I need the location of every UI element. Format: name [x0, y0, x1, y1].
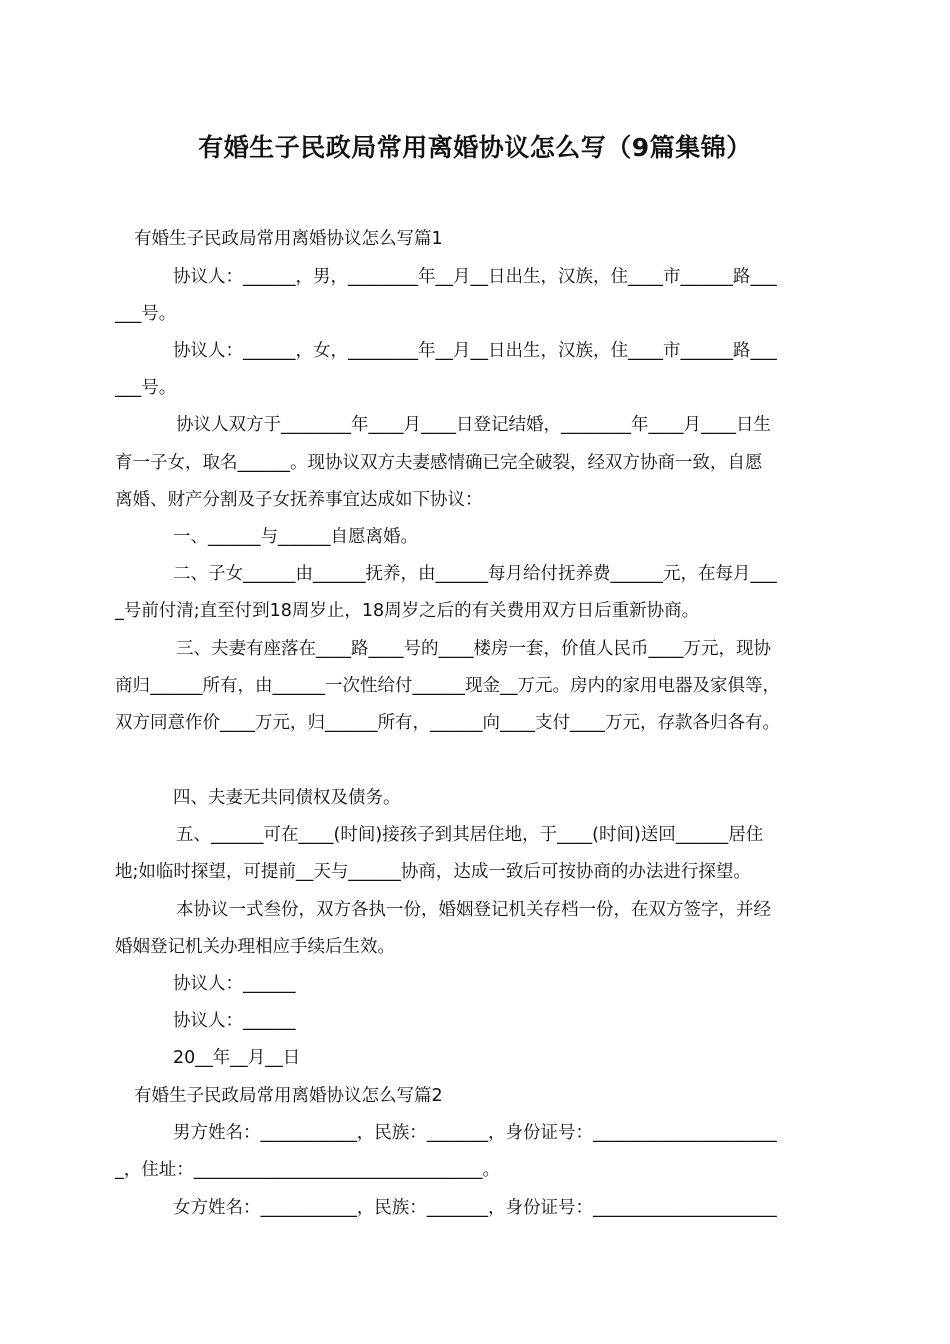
clause-3-line2: 商归______所有，由______一次性给付______现金__万元。房内的家用电器及家俱等，	[115, 676, 780, 696]
closing-line2: 婚姻登记机关办理相应手续后生效。	[115, 937, 395, 957]
female-info-line1: 女方姓名：___________，民族：_______，身份证号：_____________________	[173, 1198, 777, 1218]
male-info-line1: 男方姓名：___________，民族：_______，身份证号：_____________________	[173, 1123, 777, 1143]
section-heading-2: 有婚生子民政局常用离婚协议怎么写篇2	[134, 1086, 443, 1106]
paragraph-party-b-line2: ___号。	[115, 378, 177, 398]
section-heading-1: 有婚生子民政局常用离婚协议怎么写篇1	[134, 229, 443, 249]
clause-3-line3: 双方同意作价____万元，归______所有，______向____支付____万元，存款各归各有。	[115, 713, 780, 733]
date-line: 20__年__月__日	[173, 1048, 301, 1068]
male-info-line2: _，住址：_________________________________。	[115, 1160, 500, 1180]
clause-2-line1: 二、子女______由______抚养，由______每月给付抚养费______元，在每月___	[173, 564, 777, 584]
paragraph-marriage-line2: 育一子女，取名______。现协议双方夫妻感情确已完全破裂，经双方协商一致，自愿	[115, 453, 763, 473]
signature-line-2: 协议人：______	[173, 1011, 296, 1031]
clause-4: 四、夫妻无共同债权及债务。	[173, 788, 401, 808]
clause-2-line2: _号前付清;直至付到18周岁止，18周岁之后的有关费用双方日后重新协商。	[115, 601, 700, 621]
clause-5-line2: 地;如临时探望，可提前__天与______协商，达成一致后可按协商的办法进行探望。	[115, 862, 751, 882]
paragraph-marriage-line3: 离婚、财产分割及子女抚养事宜达成如下协议：	[115, 490, 483, 510]
paragraph-party-b-line1: 协议人：______，女，________年__月__日出生，汉族，住____市______路___	[173, 341, 777, 361]
paragraph-marriage-line1: 协议人双方于________年____月____日登记结婚，________年____月____日生	[176, 415, 771, 435]
document-title: 有婚生子民政局常用离婚协议怎么写（9篇集锦）	[198, 133, 752, 162]
clause-1: 一、______与______自愿离婚。	[173, 527, 418, 547]
paragraph-party-a-line2: ___号。	[115, 304, 177, 324]
clause-5-line1: 五、______可在____(时间)接孩子到其居住地，于____(时间)送回______居住	[176, 825, 764, 845]
clause-3-line1: 三、夫妻有座落在____路____号的____楼房一套，价值人民币____万元，现协	[176, 639, 771, 659]
paragraph-party-a-line1: 协议人：______，男，________年__月__日出生，汉族，住____市______路___	[173, 267, 777, 287]
signature-line-1: 协议人：______	[173, 974, 296, 994]
closing-line1: 本协议一式叁份，双方各执一份，婚姻登记机关存档一份，在双方签字，并经	[176, 900, 771, 920]
